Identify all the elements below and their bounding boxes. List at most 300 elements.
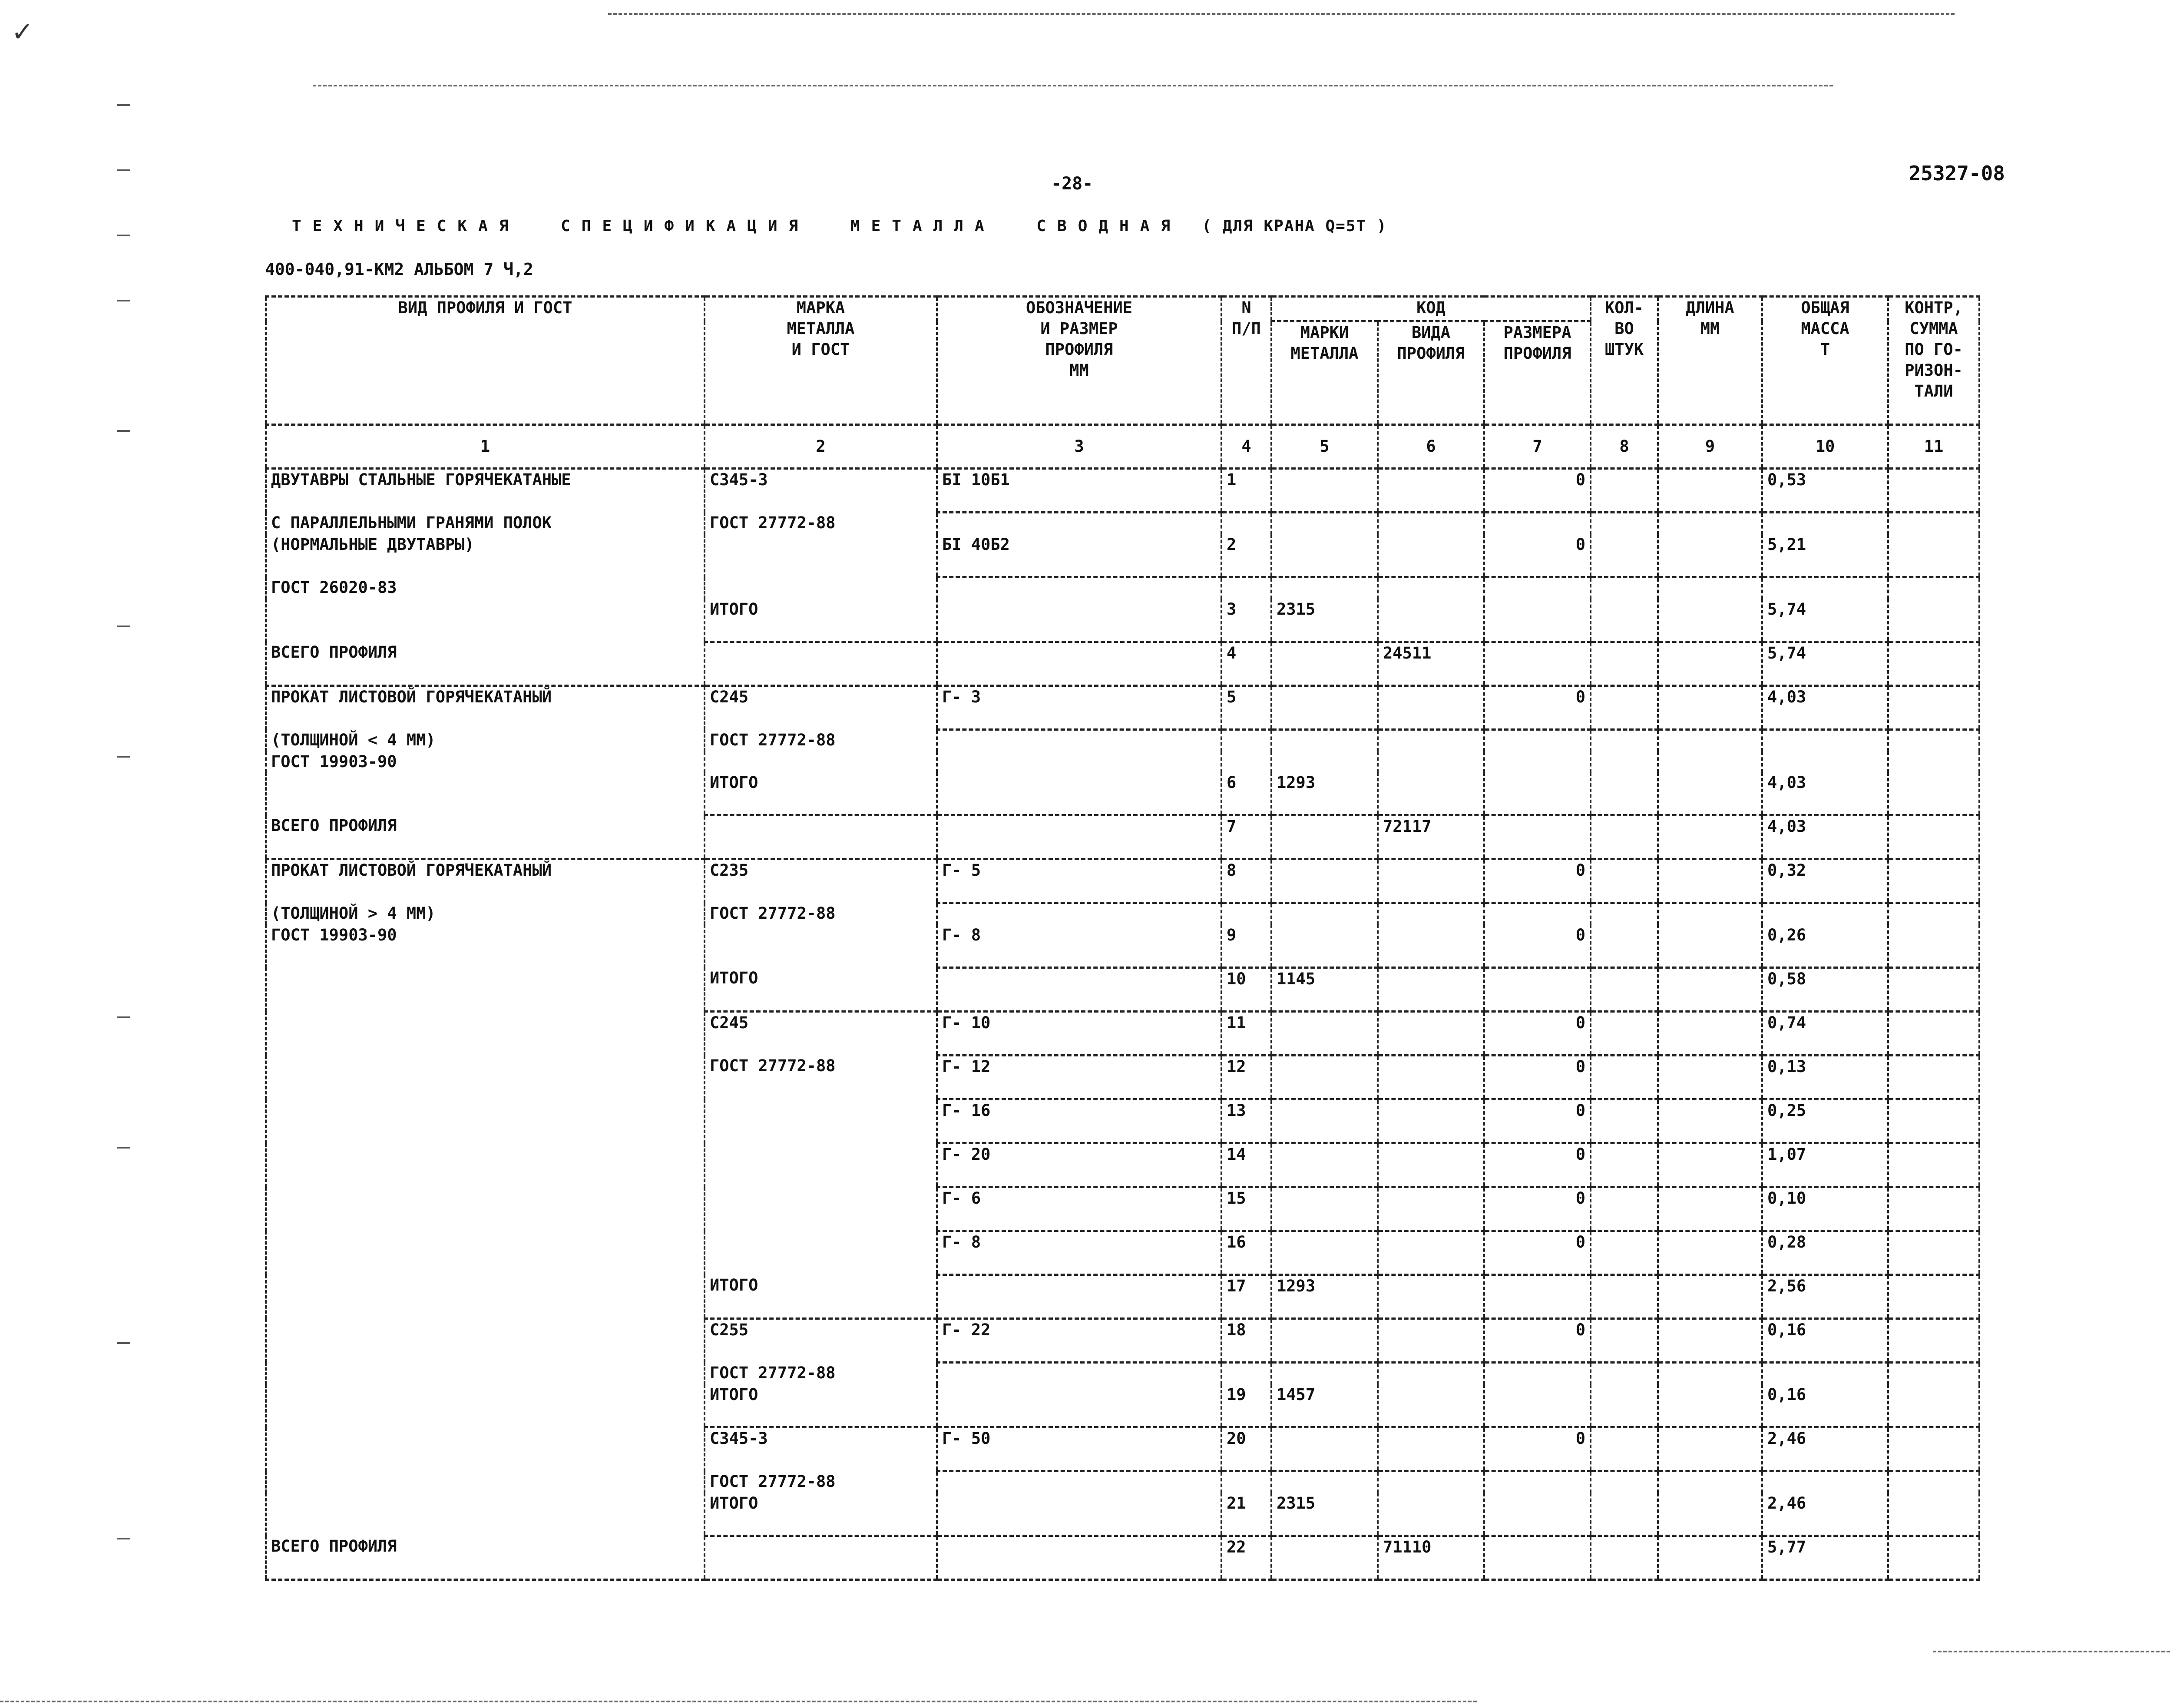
length-cell <box>1658 859 1762 903</box>
total-mass-cell: 0,28 <box>1762 1231 1888 1275</box>
row-number-cell: 22 <box>1221 1536 1271 1580</box>
grade-code-cell <box>1271 577 1378 599</box>
quantity-cell <box>1591 1319 1658 1363</box>
profile-size-cell: Г- 12 <box>937 1056 1221 1099</box>
table-row <box>266 1143 1979 1187</box>
steel-grade-cell: ГОСТ 27772-88 <box>705 513 937 535</box>
punch-mark <box>117 1016 130 1018</box>
checksum-cell <box>1888 925 1979 968</box>
grade-code-cell <box>1271 1187 1378 1231</box>
profile-size-cell: Г- 5 <box>937 859 1221 903</box>
profile-size-cell <box>937 1536 1221 1580</box>
grade-code-cell: 2315 <box>1271 1493 1378 1536</box>
quantity-cell <box>1591 859 1658 903</box>
profile-type-cell: ВСЕГО ПРОФИЛЯ <box>266 642 705 686</box>
steel-grade-cell: ИТОГО <box>705 1275 937 1319</box>
checksum-cell <box>1888 815 1979 859</box>
scan-artifact-line <box>1933 1651 2170 1652</box>
punch-mark <box>117 235 130 236</box>
table-row <box>266 968 1979 1012</box>
checksum-cell <box>1888 469 1979 513</box>
profile-code-cell <box>1378 686 1484 730</box>
header-cell: ОБОЗНАЧЕНИЕ И РАЗМЕР ПРОФИЛЯ ММ <box>937 297 1221 425</box>
length-cell <box>1658 751 1762 772</box>
grade-code-cell <box>1271 1319 1378 1363</box>
profile-code-cell <box>1378 903 1484 925</box>
checksum-cell <box>1888 1471 1979 1493</box>
quantity-cell <box>1591 751 1658 772</box>
total-mass-cell: 0,32 <box>1762 859 1888 903</box>
quantity-cell <box>1591 1471 1658 1493</box>
header-cell: ОБЩАЯ МАССА Т <box>1762 297 1888 425</box>
size-code-cell <box>1484 1363 1591 1385</box>
checksum-cell <box>1888 1536 1979 1580</box>
profile-code-cell <box>1378 968 1484 1012</box>
steel-grade-cell <box>705 751 937 772</box>
profile-type-cell <box>266 1493 705 1536</box>
profile-type-cell: (ТОЛЩИНОЙ > 4 ММ) <box>266 903 705 925</box>
table-row <box>266 642 1979 686</box>
profile-code-cell <box>1378 1012 1484 1056</box>
row-number-cell: 18 <box>1221 1319 1271 1363</box>
checksum-cell <box>1888 1143 1979 1187</box>
row-number-cell: 4 <box>1221 642 1271 686</box>
steel-grade-cell: С245 <box>705 686 937 730</box>
profile-type-cell <box>266 1056 705 1099</box>
checksum-cell <box>1888 534 1979 577</box>
size-code-cell <box>1484 1471 1591 1493</box>
profile-code-cell: 72117 <box>1378 815 1484 859</box>
table-row <box>266 925 1979 968</box>
table-row <box>266 534 1979 577</box>
table-row <box>266 1099 1979 1143</box>
total-mass-cell: 5,77 <box>1762 1536 1888 1580</box>
table-row <box>266 1471 1979 1493</box>
steel-grade-cell: С255 <box>705 1319 937 1363</box>
profile-type-cell: ГОСТ 19903-90 <box>266 925 705 968</box>
table-row <box>266 903 1979 925</box>
row-number-cell: 20 <box>1221 1427 1271 1471</box>
profile-code-cell: 71110 <box>1378 1536 1484 1580</box>
quantity-cell <box>1591 1427 1658 1471</box>
profile-size-cell <box>937 1384 1221 1427</box>
size-code-cell <box>1484 577 1591 599</box>
column-number: 6 <box>1378 425 1484 469</box>
profile-type-cell <box>266 772 705 815</box>
quantity-cell <box>1591 1012 1658 1056</box>
total-mass-cell: 0,53 <box>1762 469 1888 513</box>
profile-size-cell: Г- 6 <box>937 1187 1221 1231</box>
specification-table <box>265 295 1980 1581</box>
header-cell: ВИД ПРОФИЛЯ И ГОСТ <box>266 297 705 425</box>
profile-size-cell <box>937 772 1221 815</box>
title-part: СВОДНАЯ <box>1036 217 1182 235</box>
grade-code-cell <box>1271 1471 1378 1493</box>
length-cell <box>1658 686 1762 730</box>
quantity-cell <box>1591 815 1658 859</box>
total-mass-cell: 2,56 <box>1762 1275 1888 1319</box>
size-code-cell <box>1484 1493 1591 1536</box>
profile-code-cell <box>1378 577 1484 599</box>
column-number: 2 <box>705 425 937 469</box>
row-number-cell: 15 <box>1221 1187 1271 1231</box>
total-mass-cell <box>1762 1363 1888 1385</box>
profile-size-cell <box>937 968 1221 1012</box>
length-cell <box>1658 1099 1762 1143</box>
profile-code-cell <box>1378 1384 1484 1427</box>
total-mass-cell: 1,07 <box>1762 1143 1888 1187</box>
punch-mark <box>117 626 130 627</box>
size-code-cell: 0 <box>1484 1099 1591 1143</box>
profile-code-cell <box>1378 772 1484 815</box>
row-number-cell: 8 <box>1221 859 1271 903</box>
length-cell <box>1658 1143 1762 1187</box>
size-code-cell <box>1484 730 1591 752</box>
row-number-cell: 2 <box>1221 534 1271 577</box>
size-code-cell <box>1484 1536 1591 1580</box>
quantity-cell <box>1591 1536 1658 1580</box>
profile-code-cell <box>1378 1056 1484 1099</box>
table-row <box>266 469 1979 513</box>
row-number-cell <box>1221 1471 1271 1493</box>
column-number: 5 <box>1271 425 1378 469</box>
punch-mark <box>117 169 130 171</box>
steel-grade-cell <box>705 642 937 686</box>
punch-mark <box>117 104 130 106</box>
length-cell <box>1658 772 1762 815</box>
quantity-cell <box>1591 1187 1658 1231</box>
size-code-cell <box>1484 968 1591 1012</box>
size-code-cell <box>1484 815 1591 859</box>
quantity-cell <box>1591 599 1658 642</box>
total-mass-cell: 5,74 <box>1762 642 1888 686</box>
length-cell <box>1658 577 1762 599</box>
total-mass-cell: 0,74 <box>1762 1012 1888 1056</box>
size-code-cell: 0 <box>1484 534 1591 577</box>
length-cell <box>1658 1056 1762 1099</box>
row-number-cell: 5 <box>1221 686 1271 730</box>
row-number-cell: 21 <box>1221 1493 1271 1536</box>
grade-code-cell <box>1271 1099 1378 1143</box>
total-mass-cell <box>1762 577 1888 599</box>
steel-grade-cell: ГОСТ 27772-88 <box>705 730 937 752</box>
profile-code-cell: 24511 <box>1378 642 1484 686</box>
length-cell <box>1658 642 1762 686</box>
profile-type-cell: ГОСТ 26020-83 <box>266 577 705 599</box>
profile-size-cell: Г- 10 <box>937 1012 1221 1056</box>
header-cell: ВИДА ПРОФИЛЯ <box>1378 321 1484 425</box>
profile-type-cell: ПРОКАТ ЛИСТОВОЙ ГОРЯЧЕКАТАНЫЙ <box>266 686 705 730</box>
grade-code-cell <box>1271 815 1378 859</box>
length-cell <box>1658 1493 1762 1536</box>
profile-type-cell: ВСЕГО ПРОФИЛЯ <box>266 1536 705 1580</box>
scan-artifact-line <box>608 13 1955 15</box>
grade-code-cell <box>1271 1231 1378 1275</box>
grade-code-cell <box>1271 1143 1378 1187</box>
grade-code-cell: 1145 <box>1271 968 1378 1012</box>
profile-size-cell <box>937 577 1221 599</box>
size-code-cell: 0 <box>1484 686 1591 730</box>
profile-type-cell: (НОРМАЛЬНЫЕ ДВУТАВРЫ) <box>266 534 705 577</box>
checksum-cell <box>1888 1363 1979 1385</box>
punch-mark <box>117 1147 130 1149</box>
table-body <box>266 469 1979 1580</box>
profile-code-cell <box>1378 599 1484 642</box>
row-number-cell: 16 <box>1221 1231 1271 1275</box>
profile-type-cell <box>266 1471 705 1493</box>
profile-type-cell <box>266 599 705 642</box>
profile-code-cell <box>1378 1099 1484 1143</box>
profile-size-cell: БI 40Б2 <box>937 534 1221 577</box>
length-cell <box>1658 1319 1762 1363</box>
steel-grade-cell: ГОСТ 27772-88 <box>705 1471 937 1493</box>
profile-type-cell: С ПАРАЛЛЕЛЬНЫМИ ГРАНЯМИ ПОЛОК <box>266 513 705 535</box>
grade-code-cell <box>1271 1363 1378 1385</box>
steel-grade-cell <box>705 577 937 599</box>
profile-code-cell <box>1378 1471 1484 1493</box>
table-row <box>266 513 1979 535</box>
steel-grade-cell: ГОСТ 27772-88 <box>705 1056 937 1099</box>
table-row <box>266 1056 1979 1099</box>
row-number-cell: 3 <box>1221 599 1271 642</box>
profile-type-cell <box>266 968 705 1012</box>
checksum-cell <box>1888 642 1979 686</box>
profile-type-cell: ДВУТАВРЫ СТАЛЬНЫЕ ГОРЯЧЕКАТАНЫЕ <box>266 469 705 513</box>
row-number-cell: 14 <box>1221 1143 1271 1187</box>
size-code-cell <box>1484 1384 1591 1427</box>
title-part: СПЕЦИФИКАЦИЯ <box>561 217 810 235</box>
length-cell <box>1658 1275 1762 1319</box>
quantity-cell <box>1591 1099 1658 1143</box>
profile-size-cell <box>937 1363 1221 1385</box>
profile-type-cell <box>266 1427 705 1471</box>
profile-size-cell: Г- 8 <box>937 925 1221 968</box>
profile-code-cell <box>1378 1143 1484 1187</box>
row-number-cell <box>1221 513 1271 535</box>
length-cell <box>1658 1231 1762 1275</box>
table-row <box>266 1536 1979 1580</box>
checksum-cell <box>1888 1319 1979 1363</box>
quantity-cell <box>1591 1363 1658 1385</box>
size-code-cell <box>1484 513 1591 535</box>
profile-size-cell: Г- 20 <box>937 1143 1221 1187</box>
profile-code-cell <box>1378 1275 1484 1319</box>
row-number-cell: 7 <box>1221 815 1271 859</box>
page-title <box>292 217 1387 235</box>
profile-code-cell <box>1378 751 1484 772</box>
header-cell: N П/П <box>1221 297 1271 425</box>
profile-size-cell: Г- 3 <box>937 686 1221 730</box>
profile-size-cell: Г- 8 <box>937 1231 1221 1275</box>
quantity-cell <box>1591 1275 1658 1319</box>
title-part: МЕТАЛЛА <box>850 217 996 235</box>
quantity-cell <box>1591 534 1658 577</box>
grade-code-cell <box>1271 1536 1378 1580</box>
table-row <box>266 815 1979 859</box>
profile-size-cell <box>937 1471 1221 1493</box>
checksum-cell <box>1888 1384 1979 1427</box>
size-code-cell: 0 <box>1484 859 1591 903</box>
size-code-cell: 0 <box>1484 1056 1591 1099</box>
profile-type-cell: ВСЕГО ПРОФИЛЯ <box>266 815 705 859</box>
table-row <box>266 1187 1979 1231</box>
size-code-cell <box>1484 751 1591 772</box>
table-row <box>266 686 1979 730</box>
checksum-cell <box>1888 1493 1979 1536</box>
column-number-row <box>266 425 1979 469</box>
title-part: ( ДЛЯ КРАНА Q=5Т ) <box>1202 217 1387 235</box>
checksum-cell <box>1888 1012 1979 1056</box>
row-number-cell: 9 <box>1221 925 1271 968</box>
profile-code-cell <box>1378 1231 1484 1275</box>
steel-grade-cell: ИТОГО <box>705 1493 937 1536</box>
column-number: 3 <box>937 425 1221 469</box>
length-cell <box>1658 1187 1762 1231</box>
row-number-cell <box>1221 903 1271 925</box>
steel-grade-cell <box>705 815 937 859</box>
row-number-cell: 10 <box>1221 968 1271 1012</box>
length-cell <box>1658 469 1762 513</box>
table-row <box>266 751 1979 772</box>
row-number-cell <box>1221 730 1271 752</box>
checksum-cell <box>1888 751 1979 772</box>
profile-size-cell <box>937 642 1221 686</box>
length-cell <box>1658 1536 1762 1580</box>
punch-mark <box>117 300 130 301</box>
header-cell: ДЛИНА ММ <box>1658 297 1762 425</box>
grade-code-cell: 2315 <box>1271 599 1378 642</box>
size-code-cell <box>1484 599 1591 642</box>
size-code-cell <box>1484 903 1591 925</box>
header-cell: МАРКИ МЕТАЛЛА <box>1271 321 1378 425</box>
steel-grade-cell: С235 <box>705 859 937 903</box>
total-mass-cell: 4,03 <box>1762 815 1888 859</box>
steel-grade-cell <box>705 1231 937 1275</box>
grade-code-cell <box>1271 751 1378 772</box>
size-code-cell: 0 <box>1484 1319 1591 1363</box>
quantity-cell <box>1591 1143 1658 1187</box>
steel-grade-cell: С245 <box>705 1012 937 1056</box>
table-row <box>266 599 1979 642</box>
profile-code-cell <box>1378 730 1484 752</box>
profile-type-cell <box>266 1143 705 1187</box>
row-number-cell: 17 <box>1221 1275 1271 1319</box>
quantity-cell <box>1591 513 1658 535</box>
profile-type-cell: ПРОКАТ ЛИСТОВОЙ ГОРЯЧЕКАТАНЫЙ <box>266 859 705 903</box>
checksum-cell <box>1888 859 1979 903</box>
quantity-cell <box>1591 577 1658 599</box>
quantity-cell <box>1591 903 1658 925</box>
steel-grade-cell <box>705 1099 937 1143</box>
total-mass-cell: 5,21 <box>1762 534 1888 577</box>
profile-type-cell <box>266 1363 705 1385</box>
checksum-cell <box>1888 1187 1979 1231</box>
size-code-cell <box>1484 1275 1591 1319</box>
profile-type-cell <box>266 1384 705 1427</box>
column-number: 4 <box>1221 425 1271 469</box>
quantity-cell <box>1591 1231 1658 1275</box>
total-mass-cell: 0,10 <box>1762 1187 1888 1231</box>
profile-type-cell <box>266 1012 705 1056</box>
header-cell: МАРКА МЕТАЛЛА И ГОСТ <box>705 297 937 425</box>
steel-grade-cell: ГОСТ 27772-88 <box>705 903 937 925</box>
profile-code-cell <box>1378 1493 1484 1536</box>
total-mass-cell <box>1762 1471 1888 1493</box>
quantity-cell <box>1591 925 1658 968</box>
profile-type-cell <box>266 1275 705 1319</box>
checkmark-scribble-icon: ✓ <box>13 13 32 49</box>
checksum-cell <box>1888 1056 1979 1099</box>
profile-size-cell <box>937 1275 1221 1319</box>
total-mass-cell: 0,13 <box>1762 1056 1888 1099</box>
steel-grade-cell: ИТОГО <box>705 772 937 815</box>
size-code-cell: 0 <box>1484 1427 1591 1471</box>
profile-size-cell <box>937 751 1221 772</box>
checksum-cell <box>1888 772 1979 815</box>
row-number-cell: 19 <box>1221 1384 1271 1427</box>
steel-grade-cell <box>705 534 937 577</box>
steel-grade-cell: ИТОГО <box>705 599 937 642</box>
checksum-cell <box>1888 686 1979 730</box>
total-mass-cell: 0,26 <box>1762 925 1888 968</box>
scan-artifact-line <box>313 85 1833 86</box>
grade-code-cell <box>1271 730 1378 752</box>
profile-code-cell <box>1378 925 1484 968</box>
header-cell: РАЗМЕРА ПРОФИЛЯ <box>1484 321 1591 425</box>
table-row <box>266 772 1979 815</box>
header-cell: КОЛ- ВО ШТУК <box>1591 297 1658 425</box>
steel-grade-cell <box>705 925 937 968</box>
grade-code-cell: 1293 <box>1271 772 1378 815</box>
total-mass-cell: 0,16 <box>1762 1384 1888 1427</box>
quantity-cell <box>1591 1493 1658 1536</box>
table-row <box>266 1493 1979 1536</box>
profile-code-cell <box>1378 1319 1484 1363</box>
total-mass-cell: 0,25 <box>1762 1099 1888 1143</box>
size-code-cell: 0 <box>1484 469 1591 513</box>
total-mass-cell: 5,74 <box>1762 599 1888 642</box>
profile-size-cell: Г- 50 <box>937 1427 1221 1471</box>
row-number-cell: 12 <box>1221 1056 1271 1099</box>
steel-grade-cell <box>705 1143 937 1187</box>
punch-mark <box>117 430 130 432</box>
checksum-cell <box>1888 1099 1979 1143</box>
checksum-cell <box>1888 1275 1979 1319</box>
size-code-cell: 0 <box>1484 1231 1591 1275</box>
checksum-cell <box>1888 577 1979 599</box>
grade-code-cell <box>1271 642 1378 686</box>
steel-grade-cell: С345-3 <box>705 469 937 513</box>
grade-code-cell <box>1271 686 1378 730</box>
profile-code-cell <box>1378 1363 1484 1385</box>
table-row <box>266 859 1979 903</box>
table-row <box>266 1427 1979 1471</box>
profile-size-cell <box>937 903 1221 925</box>
profile-code-cell <box>1378 469 1484 513</box>
profile-size-cell <box>937 599 1221 642</box>
grade-code-cell: 1457 <box>1271 1384 1378 1427</box>
header-cell-code-group: КОД <box>1271 297 1591 321</box>
profile-size-cell: Г- 16 <box>937 1099 1221 1143</box>
punch-mark <box>117 1342 130 1344</box>
checksum-cell <box>1888 1231 1979 1275</box>
table-row <box>266 1275 1979 1319</box>
length-cell <box>1658 1427 1762 1471</box>
length-cell <box>1658 1363 1762 1385</box>
profile-code-cell <box>1378 534 1484 577</box>
profile-type-cell <box>266 1099 705 1143</box>
profile-type-cell: (ТОЛЩИНОЙ < 4 ММ) <box>266 730 705 752</box>
